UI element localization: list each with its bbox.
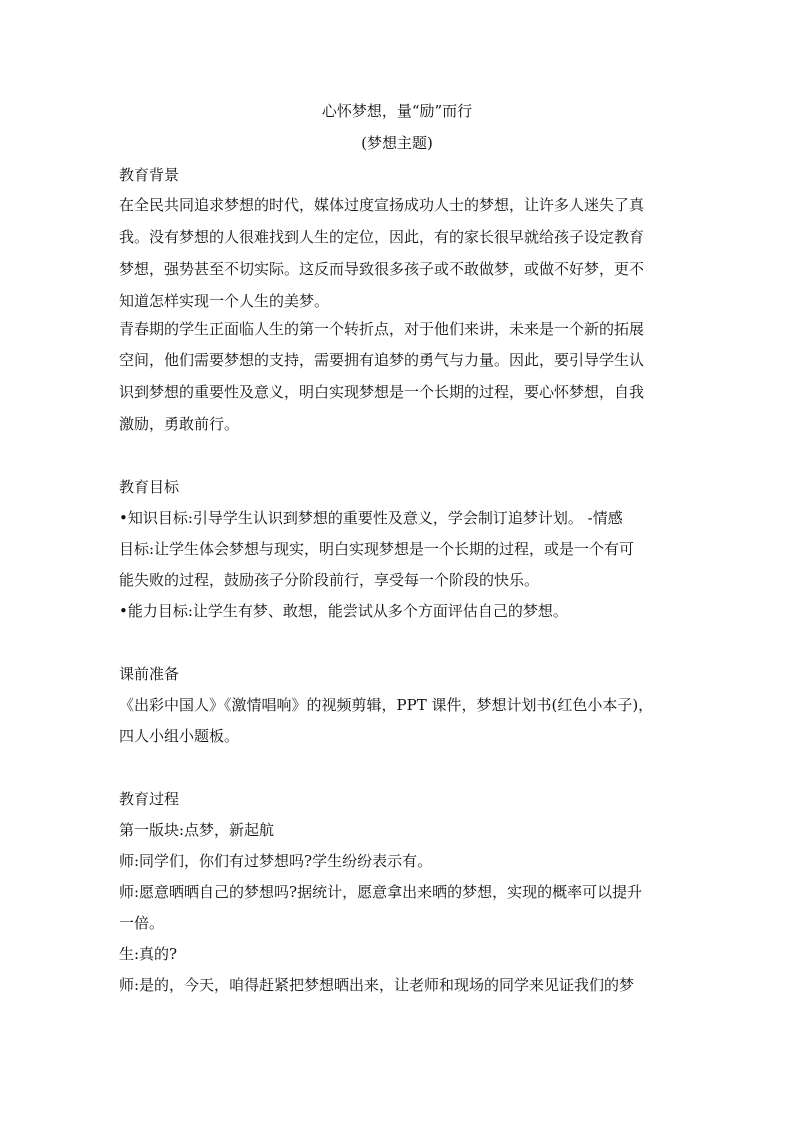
paragraph-line: •知识目标:引导学生认识到梦想的重要性及意义，学会制订追梦计划。 -情感	[119, 509, 623, 527]
section-heading-background: 教育背景	[119, 166, 180, 184]
paragraph-line: 一倍。	[119, 914, 165, 932]
paragraph-line: •能力目标:让学生有梦、敢想，能尝试从多个方面评估自己的梦想。	[119, 602, 568, 620]
document-title: 心怀梦想，量“励”而行	[321, 102, 473, 120]
paragraph-line: 四人小组小题板。	[119, 727, 240, 745]
paragraph-line: 在全民共同追求梦想的时代，媒体过度宣扬成功人士的梦想，让许多人迷失了真	[119, 196, 645, 214]
section-heading-goals: 教育目标	[119, 478, 180, 496]
paragraph-line: 知道怎样实现一个人生的美梦。	[119, 292, 330, 310]
paragraph-line: 师:是的，今天，咱得赶紧把梦想晒出来，让老师和现场的同学来见证我们的梦	[119, 976, 635, 994]
paragraph-line: 师:同学们，你们有过梦想吗?学生纷纷表示有。	[119, 852, 433, 870]
paragraph-line: 青春期的学生正面临人生的第一个转折点，对于他们来讲，未来是一个新的拓展	[119, 320, 645, 338]
section-heading-process: 教育过程	[119, 790, 180, 808]
paragraph-line: 《出彩中国人》《激情唱响》的视频剪辑，PPT 课件，梦想计划书(红色小本子)，	[119, 696, 654, 714]
paragraph-line: 生:真的?	[119, 945, 178, 963]
paragraph-line: 师:愿意晒晒自己的梦想吗?据统计，愿意拿出来晒的梦想，实现的概率可以提升	[119, 883, 643, 901]
section-heading-preparation: 课前准备	[119, 665, 180, 683]
paragraph-line: 能失败的过程，鼓励孩子分阶段前行，享受每一个阶段的快乐。	[119, 571, 540, 589]
paragraph-line: 我。没有梦想的人很难找到人生的定位，因此，有的家长很早就给孩子设定教育	[119, 228, 645, 246]
paragraph-line: 识到梦想的重要性及意义，明白实现梦想是一个长期的过程，要心怀梦想，自我	[119, 383, 645, 401]
document-subtitle: (梦想主题)	[361, 134, 433, 152]
paragraph-line: 激励，勇敢前行。	[119, 415, 240, 433]
paragraph-line: 第一版块:点梦，新起航	[119, 821, 275, 839]
paragraph-line: 空间，他们需要梦想的支持，需要拥有追梦的勇气与力量。因此，要引导学生认	[119, 351, 645, 369]
paragraph-line: 目标:让学生体会梦想与现实，明白实现梦想是一个长期的过程，或是一个有可	[119, 540, 635, 558]
paragraph-line: 梦想，强势甚至不切实际。这反而导致很多孩子或不敢做梦，或做不好梦，更不	[119, 260, 645, 278]
